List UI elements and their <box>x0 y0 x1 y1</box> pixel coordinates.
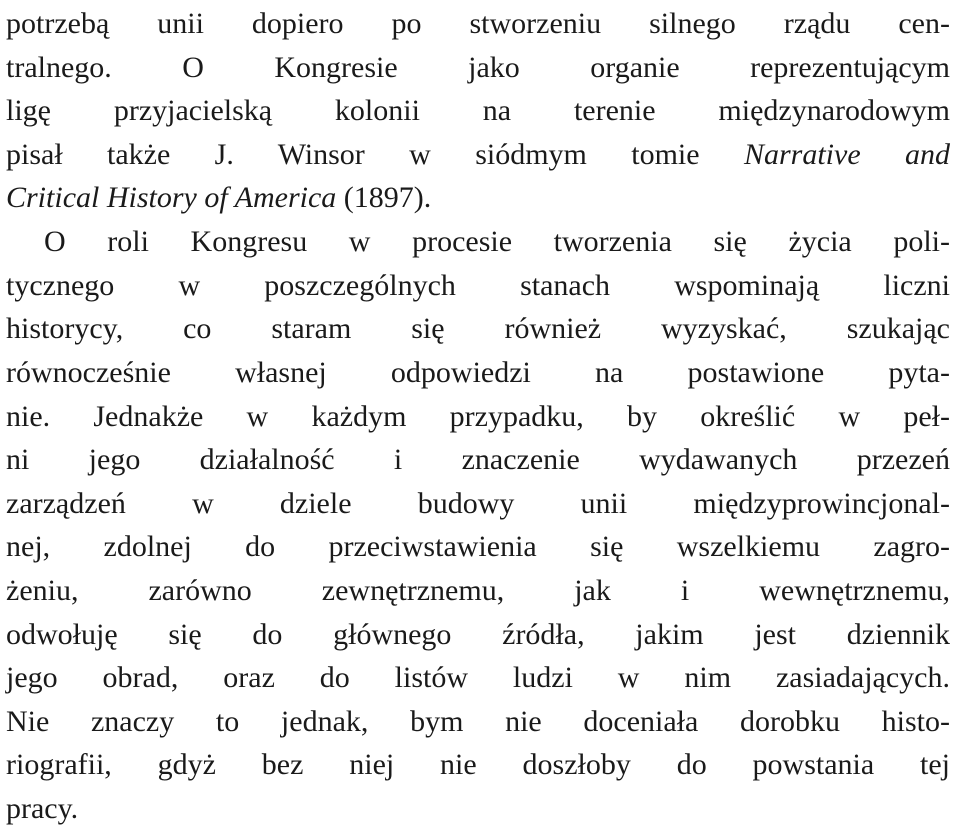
text-line <box>6 178 950 218</box>
text-line: nej, zdolnej do przeciwstawienia się wszelkiemu zagro- <box>6 530 950 563</box>
text-span: pisał także J. Winsor w siódmym tomie <box>6 138 700 171</box>
book-title-italic: Narrative and <box>743 138 950 171</box>
text-line: tralnego. O Kongresie jako organie reprezentującym <box>6 51 950 84</box>
text-line: potrzebą unii dopiero po stworzeniu silnego rządu cen- <box>6 7 950 40</box>
text-line: odwołuję się do głównego źródła, jakim jest dziennik <box>6 618 950 651</box>
text-line: ni jego działalność i znaczenie wydawanych przezeń <box>6 443 950 476</box>
text-line: pracy. <box>6 792 79 825</box>
text-line: historycy, co staram się również wyzyskać, szukając <box>6 312 950 345</box>
text-line <box>6 135 950 175</box>
text-line: równocześnie własnej odpowiedzi na postawione pyta- <box>6 356 950 389</box>
text-line: riografii, gdyż bez niej nie doszłoby do powstania tej <box>6 748 950 781</box>
text-line: Nie znaczy to jednak, bym nie doceniała dorobku histo- <box>6 705 950 738</box>
text-line: ligę przyjacielską kolonii na terenie międzynarodowym <box>6 94 950 127</box>
text-line: nie. Jednakże w każdym przypadku, by określić w peł- <box>6 400 950 433</box>
text-span: (1897). <box>343 181 432 214</box>
text-line: żeniu, zarówno zewnętrznemu, jak i wewnętrznemu, <box>6 574 950 607</box>
text-line: tycznego w poszczególnych stanach wspominają liczni <box>6 269 950 302</box>
book-title-italic: Critical History of America <box>6 181 337 214</box>
text-line: zarządzeń w dziele budowy unii międzyprowincjonal- <box>6 487 950 520</box>
text-line: jego obrad, oraz do listów ludzi w nim zasiadających. <box>6 661 950 694</box>
text-line: O roli Kongresu w procesie tworzenia się życia poli- <box>44 225 950 258</box>
